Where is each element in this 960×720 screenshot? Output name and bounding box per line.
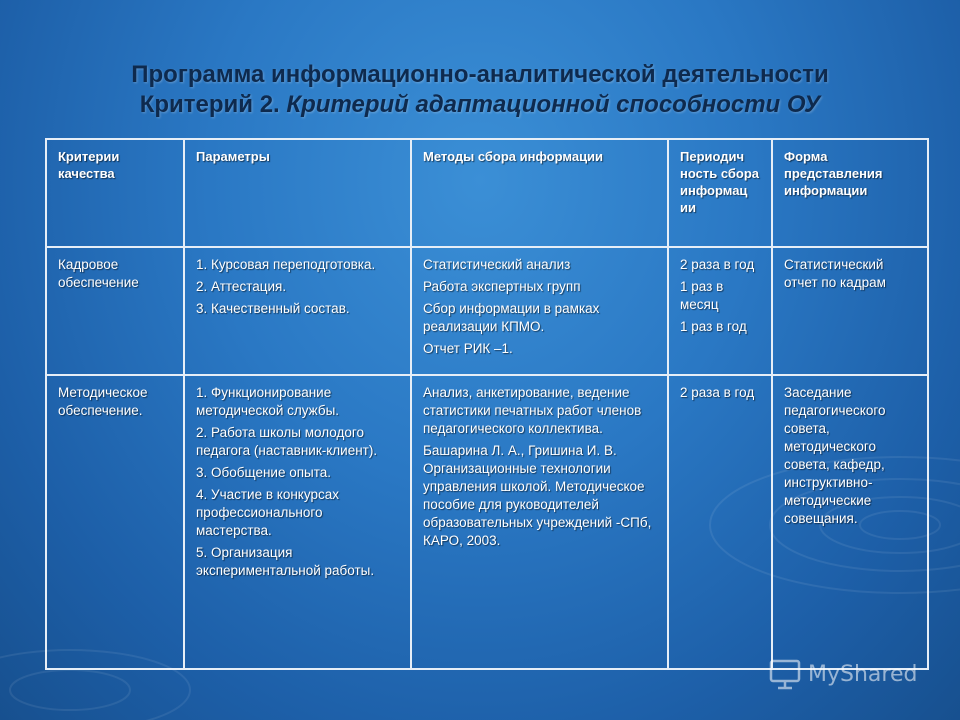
cell-criterion: Кадровое обеспечение xyxy=(46,247,184,375)
title-line-2 xyxy=(0,90,960,120)
header-methods: Методы сбора информации xyxy=(411,139,668,247)
method-item: Сбор информации в рамках реализации КПМО. xyxy=(423,301,600,334)
periodicity-item: 2 раза в год xyxy=(680,257,755,272)
cell-periodicity xyxy=(668,375,772,669)
parameter-item: 1. Курсовая переподготовка. xyxy=(196,257,376,272)
parameter-item: 1. Функционирование методической службы. xyxy=(196,385,340,418)
method-item: Башарина Л. А., Гришина И. В. Организационные технологии управления школой. Методическое пособие для руководителей образовательных учреждений -СПб, КАРО, 2003. xyxy=(423,443,652,548)
periodicity-item: 2 раза в год xyxy=(680,385,755,400)
criteria-table xyxy=(45,138,929,670)
slide-title xyxy=(0,60,960,120)
presentation-icon xyxy=(768,657,802,691)
method-item: Работа экспертных групп xyxy=(423,279,581,294)
table-row xyxy=(46,375,928,669)
header-criteria: Критерии качества xyxy=(46,139,184,247)
method-item: Отчет РИК –1. xyxy=(423,341,513,356)
parameter-item: 2. Работа школы молодого педагога (наставник-клиент). xyxy=(196,425,378,458)
parameter-item: 4. Участие в конкурсах профессионального мастерства. xyxy=(196,487,339,538)
method-item: Анализ, анкетирование, ведение статистики печатных работ членов педагогического коллектива. xyxy=(423,385,642,436)
cell-parameters xyxy=(184,375,411,669)
title-line-1: Программа информационно-аналитической деятельности xyxy=(131,61,829,88)
form-item: Статистический отчет по кадрам xyxy=(784,257,886,290)
cell-methods xyxy=(411,375,668,669)
parameter-item: 5. Организация экспериментальной работы. xyxy=(196,545,375,578)
criterion-number: Критерий 2. xyxy=(139,91,280,118)
cell-parameters xyxy=(184,247,411,375)
table-row xyxy=(46,247,928,375)
header-form: Форма представления информации xyxy=(772,139,928,247)
periodicity-item: 1 раз в год xyxy=(680,319,747,334)
parameter-item: 3. Обобщение опыта. xyxy=(196,465,332,480)
watermark-text: MyShared xyxy=(808,661,918,687)
cell-periodicity xyxy=(668,247,772,375)
watermark xyxy=(768,656,917,692)
cell-methods xyxy=(411,247,668,375)
criterion-name: Критерий адаптационной способности ОУ xyxy=(286,91,821,118)
table-header-row xyxy=(46,139,928,247)
parameter-item: 2. Аттестация. xyxy=(196,279,287,294)
header-periodicity: Периодич ность сбора информац ии xyxy=(668,139,772,247)
cell-form xyxy=(772,247,928,375)
cell-form xyxy=(772,375,928,669)
parameter-item: 3. Качественный состав. xyxy=(196,301,350,316)
method-item: Статистический анализ xyxy=(423,257,571,272)
periodicity-item: 1 раз в месяц xyxy=(680,279,724,312)
header-parameters: Параметры xyxy=(184,139,411,247)
form-item: Заседание педагогического совета, методического совета, кафедр, инструктивно-методические совещания. xyxy=(784,385,886,526)
cell-criterion: Методическое обеспечение. xyxy=(46,375,184,669)
